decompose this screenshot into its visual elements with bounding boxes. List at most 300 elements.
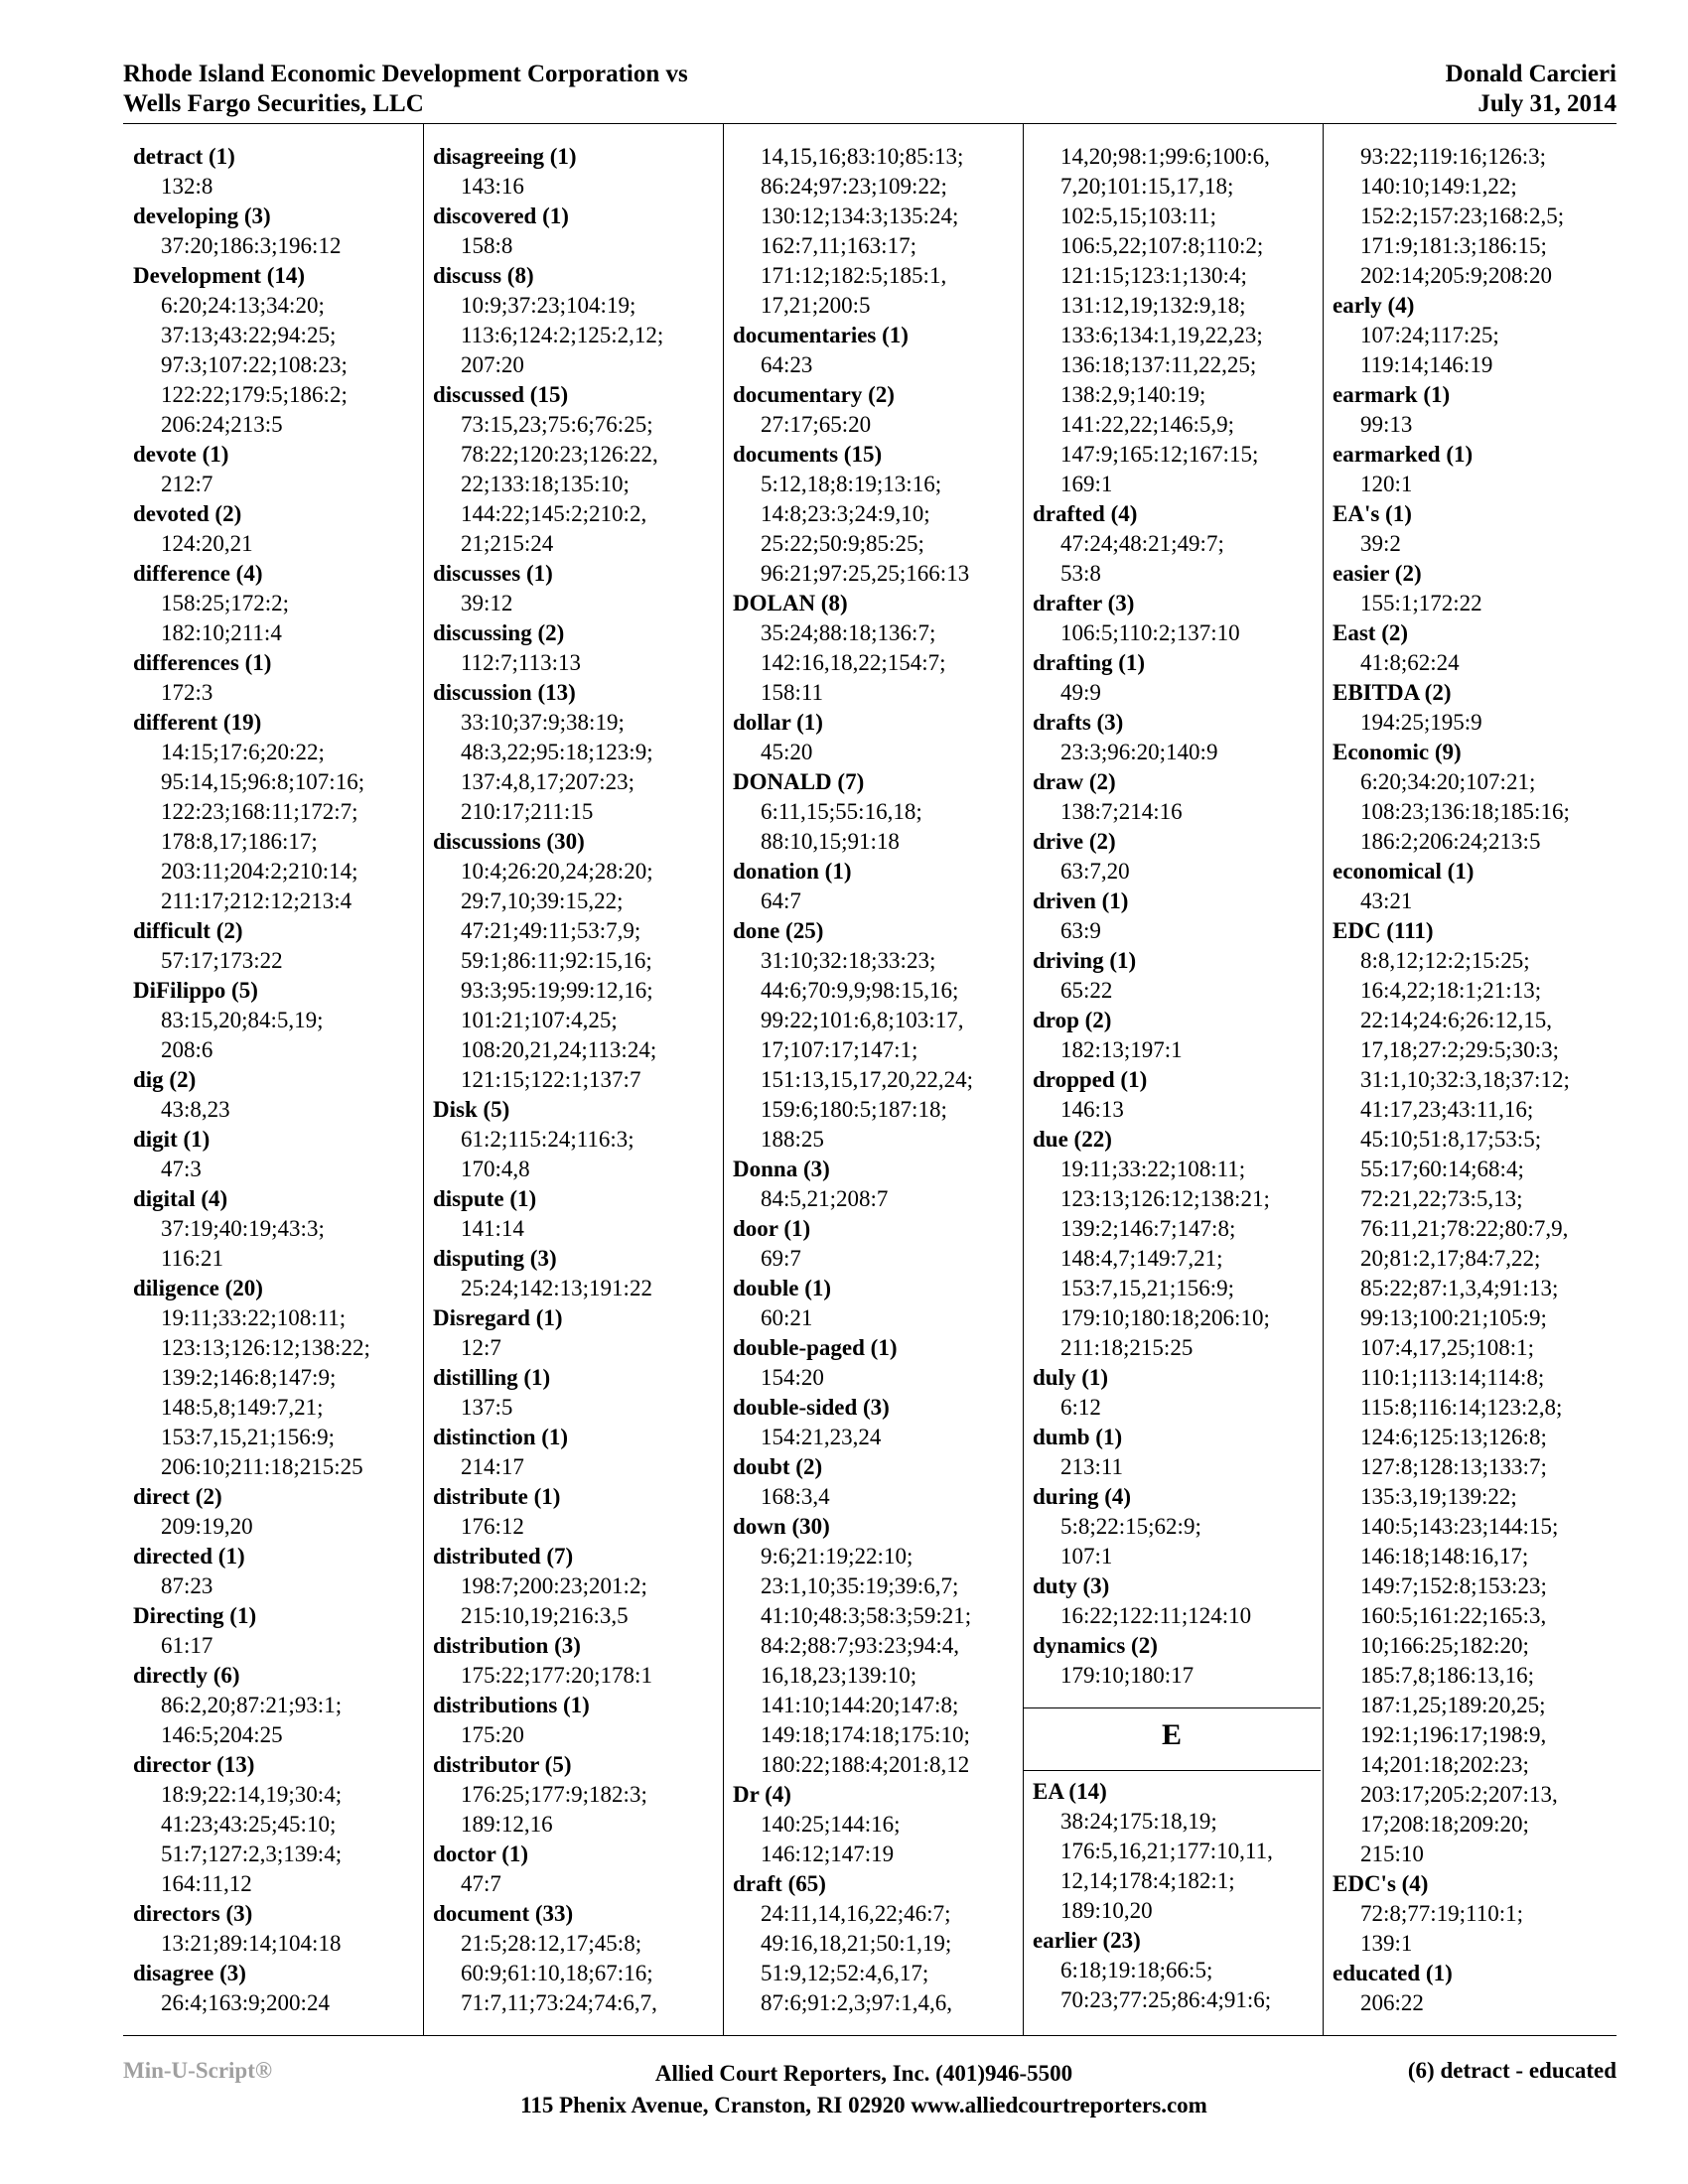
index-term: drive (2) [1033, 829, 1116, 854]
page-line-refs: 107:1 [1060, 1544, 1113, 1569]
index-entry [1033, 708, 1323, 767]
index-entry [433, 1899, 723, 2018]
index-entry [433, 1840, 723, 1899]
page-line-refs: 102:5,15;103:11; [1060, 204, 1216, 228]
index-entry [1033, 1631, 1323, 1691]
index-term: double (1) [733, 1276, 832, 1300]
index-term: dollar (1) [733, 710, 823, 735]
index-term: direct (2) [133, 1484, 222, 1509]
page-line-refs: 12:7 [461, 1335, 501, 1360]
page-line-refs: 14,15,16;83:10;85:13; [761, 144, 964, 169]
index-entry [1333, 618, 1622, 678]
page-line-refs: 39:2 [1360, 531, 1401, 556]
index-entry [433, 1631, 723, 1691]
page-line-refs: 121:15;123:1;130:4; [1060, 263, 1247, 288]
page-line-refs: 51:7;127:2,3;139:4; [161, 1842, 343, 1866]
index-entry [433, 1423, 723, 1482]
index-entry [133, 142, 423, 202]
page-line-refs: 93:3;95:19;99:12,16; [461, 978, 653, 1003]
index-entry [433, 1244, 723, 1303]
page-line-refs: 175:20 [461, 1722, 524, 1747]
index-term: Directing (1) [133, 1603, 257, 1628]
index-entry [433, 1363, 723, 1423]
index-term: documentaries (1) [733, 323, 909, 347]
page-line-refs: 60:9;61:10,18;67:16; [461, 1961, 653, 1985]
index-term: earlier (23) [1033, 1928, 1141, 1953]
index-term: doubt (2) [733, 1454, 823, 1479]
page-line-refs: 6:20;24:13;34:20; [161, 293, 325, 318]
page-line-refs: 99:22;101:6,8;103:17, [761, 1008, 964, 1032]
index-entry [433, 618, 723, 678]
index-term: EDC (111) [1333, 918, 1434, 943]
index-entry [433, 1750, 723, 1840]
index-term: discusses (1) [433, 561, 553, 586]
index-term: digital (4) [133, 1186, 228, 1211]
page-line-refs: 48:3,22;95:18;123:9; [461, 740, 653, 764]
page-line-refs: 132:8 [161, 174, 213, 199]
page-line-refs: 124:20,21 [161, 531, 253, 556]
index-term: dropped (1) [1033, 1067, 1148, 1092]
index-term: devote (1) [133, 442, 229, 467]
page-line-refs: 23:1,10;35:19;39:6,7; [761, 1573, 959, 1598]
page-line-refs: 211:18;215:25 [1060, 1335, 1194, 1360]
page-line-refs: 95:14,15;96:8;107:16; [161, 769, 365, 794]
page-line-refs: 18:9;22:14,19;30:4; [161, 1782, 343, 1807]
page-line-refs: 141:10;144:20;147:8; [761, 1693, 959, 1717]
page-line-refs: 47:24;48:21;49:7; [1060, 531, 1224, 556]
index-entry [733, 1869, 1023, 2018]
index-term: drafting (1) [1033, 650, 1146, 675]
page-line-refs: 45:20 [761, 740, 813, 764]
page-line-refs: 17,18;27:2;29:5;30:3; [1360, 1037, 1559, 1062]
index-term: difficult (2) [133, 918, 243, 943]
index-entry [433, 827, 723, 1095]
page-line-refs: 10:4;26:20,24;28:20; [461, 859, 653, 884]
index-entry [1033, 827, 1323, 887]
index-entry [133, 1482, 423, 1542]
page-line-refs: 19:11;33:22;108:11; [1060, 1157, 1246, 1181]
page-line-refs: 178:8,17;186:17; [161, 829, 318, 854]
page-line-refs: 96:21;97:25,25;166:13 [761, 561, 970, 586]
page-line-refs: 176:12 [461, 1514, 524, 1539]
page-line-refs: 99:13;100:21;105:9; [1360, 1305, 1547, 1330]
case-caption-line-1: Rhode Island Economic Development Corporation vs [123, 61, 688, 87]
page-line-refs: 108:20,21,24;113:24; [461, 1037, 657, 1062]
page-line-refs: 59:1;86:11;92:15,16; [461, 948, 652, 973]
page-line-refs: 87:23 [161, 1573, 213, 1598]
index-entry [133, 708, 423, 916]
index-term: doctor (1) [433, 1842, 529, 1866]
page-line-refs: 84:5,21;208:7 [761, 1186, 889, 1211]
page-line-refs: 127:8;128:13;133:7; [1360, 1454, 1547, 1479]
page-line-refs: 10;166:25;182:20; [1360, 1633, 1529, 1658]
index-entry [1333, 499, 1622, 559]
page-line-refs: 206:22 [1360, 1990, 1424, 2015]
page-line-refs: 152:2;157:23;168:2,5; [1360, 204, 1565, 228]
footer-rule [123, 2035, 1617, 2036]
page-line-refs: 194:25;195:9 [1360, 710, 1482, 735]
index-entry [1033, 767, 1323, 827]
page-line-refs: 20;81:2,17;84:7,22; [1360, 1246, 1541, 1271]
index-entry [433, 1184, 723, 1244]
page-line-refs: 49:9 [1060, 680, 1101, 705]
index-entry [1033, 1125, 1323, 1363]
index-entry [433, 1482, 723, 1542]
index-term: developing (3) [133, 204, 271, 228]
section-letter-e: E [1161, 1718, 1182, 1751]
index-term: due (22) [1033, 1127, 1112, 1152]
index-term: economical (1) [1333, 859, 1475, 884]
page-line-refs: 176:5,16,21;177:10,11, [1060, 1839, 1273, 1863]
page-line-refs: 51:9,12;52:4,6,17; [761, 1961, 929, 1985]
page-line-refs: 154:20 [761, 1365, 824, 1390]
index-entry [433, 678, 723, 827]
page-line-refs: 47:3 [161, 1157, 202, 1181]
page-line-refs: 8:8,12;12:2;15:25; [1360, 948, 1530, 973]
footer-reporter [377, 2058, 1350, 2121]
page-line-refs: 130:12;134:3;135:24; [761, 204, 959, 228]
page-line-refs: 203:11;204:2;210:14; [161, 859, 358, 884]
index-term: dumb (1) [1033, 1425, 1123, 1449]
page-line-refs: 215:10 [1360, 1842, 1424, 1866]
index-term: easier (2) [1333, 561, 1422, 586]
page-line-refs: 189:10,20 [1060, 1898, 1153, 1923]
page-line-refs: 148:5,8;149:7,21; [161, 1395, 324, 1420]
index-entry [1333, 559, 1622, 618]
page-line-refs: 140:10;149:1,22; [1360, 174, 1517, 199]
page-line-refs: 72:8;77:19;110:1; [1360, 1901, 1523, 1926]
page-line-refs: 14:8;23:3;24:9,10; [761, 501, 930, 526]
index-term: discuss (8) [433, 263, 534, 288]
page-line-refs: 45:10;51:8,17;53:5; [1360, 1127, 1542, 1152]
page-line-refs: 136:18;137:11,22,25; [1060, 352, 1257, 377]
page-line-refs: 182:13;197:1 [1060, 1037, 1183, 1062]
index-entry [1033, 1571, 1323, 1631]
index-term: DONALD (7) [733, 769, 865, 794]
index-term: document (33) [433, 1901, 574, 1926]
page-line-refs: 106:5,22;107:8;110:2; [1060, 233, 1264, 258]
index-column-5 [1333, 142, 1622, 2018]
page-line-refs: 137:5 [461, 1395, 513, 1420]
page-line-refs: 131:12,19;132:9,18; [1060, 293, 1246, 318]
page-line-refs: 203:17;205:2;207:13, [1360, 1782, 1558, 1807]
page-line-refs: 97:3;107:22;108:23; [161, 352, 348, 377]
index-term: Development (14) [133, 263, 306, 288]
page-line-refs: 53:8 [1060, 561, 1101, 586]
page-line-refs: 7,20;101:15,17,18; [1060, 174, 1234, 199]
index-entry [133, 202, 423, 261]
page-line-refs: 138:7;214:16 [1060, 799, 1183, 824]
page-line-refs: 153:7,15,21;156:9; [161, 1425, 336, 1449]
page-line-refs: 47:7 [461, 1871, 501, 1896]
index-entry [733, 321, 1023, 380]
page-line-refs: 14:15;17:6;20:22; [161, 740, 325, 764]
index-term: distribution (3) [433, 1633, 581, 1658]
index-entry [433, 1542, 723, 1631]
page-line-refs: 37:19;40:19;43:3; [161, 1216, 325, 1241]
index-term: directly (6) [133, 1663, 240, 1688]
index-entry [1033, 1363, 1323, 1423]
index-term: early (4) [1333, 293, 1415, 318]
page-line-refs: 21:5;28:12,17;45:8; [461, 1931, 642, 1956]
page-line-refs: 160:5;161:22;165:3, [1360, 1603, 1547, 1628]
index-term: duty (3) [1033, 1573, 1110, 1598]
page-line-refs: 179:10;180:18;206:10; [1060, 1305, 1270, 1330]
index-entry [1033, 1006, 1323, 1065]
page-line-refs: 63:7,20 [1060, 859, 1130, 884]
page-line-refs: 135:3,19;139:22; [1360, 1484, 1517, 1509]
index-entry [733, 1452, 1023, 1512]
page-line-refs: 154:21,23,24 [761, 1425, 882, 1449]
page-line-refs: 176:25;177:9;182:3; [461, 1782, 647, 1807]
section-e-entries [1033, 1777, 1323, 2015]
page-line-refs: 151:13,15,17,20,22,24; [761, 1067, 974, 1092]
page-line-refs: 87:6;91:2,3;97:1,4,6, [761, 1990, 952, 2015]
index-entry [133, 648, 423, 708]
page-line-refs: 206:24;213:5 [161, 412, 283, 437]
index-term: disagree (3) [133, 1961, 246, 1985]
page-line-refs: 172:3 [161, 680, 213, 705]
page-line-refs: 139:1 [1360, 1931, 1413, 1956]
index-term: driving (1) [1033, 948, 1137, 973]
page-line-refs: 141:14 [461, 1216, 524, 1241]
index-entry [133, 559, 423, 648]
page-line-refs: 140:5;143:23;144:15; [1360, 1514, 1559, 1539]
page-line-refs: 141:22,22;146:5,9; [1060, 412, 1235, 437]
page-line-refs: 25:22;50:9;85:25; [761, 531, 924, 556]
page-line-refs: 22;133:18;135:10; [461, 472, 630, 496]
page-line-refs: 37:13;43:22;94:25; [161, 323, 337, 347]
page-line-refs: 76:11,21;78:22;80:7,9, [1360, 1216, 1569, 1241]
page-line-refs: 188:25 [761, 1127, 824, 1152]
deponent-info [1446, 60, 1617, 119]
page-line-refs: 146:13 [1060, 1097, 1124, 1122]
index-entry [1333, 857, 1622, 916]
page-line-refs: 144:22;145:2;210:2, [461, 501, 647, 526]
page-line-refs: 138:2,9;140:19; [1060, 382, 1206, 407]
page-line-refs: 17;107:17;147:1; [761, 1037, 918, 1062]
page-line-refs: 212:7 [161, 472, 213, 496]
index-term: discussing (2) [433, 620, 565, 645]
page-line-refs: 29:7,10;39:15,22; [461, 888, 624, 913]
index-entry [1333, 142, 1622, 291]
index-entry [733, 440, 1023, 589]
deposition-date: July 31, 2014 [1477, 90, 1617, 117]
page-line-refs: 49:16,18,21;50:1,19; [761, 1931, 952, 1956]
page-line-refs: 41:23;43:25;45:10; [161, 1812, 337, 1837]
page-line-refs: 142:16,18,22;154:7; [761, 650, 946, 675]
page-line-refs: 121:15;122:1;137:7 [461, 1067, 641, 1092]
page-line-refs: 41:8;62:24 [1360, 650, 1460, 675]
page-line-refs: 22:14;24:6;26:12,15, [1360, 1008, 1552, 1032]
index-term: earmarked (1) [1333, 442, 1474, 467]
page-line-refs: 39:12 [461, 591, 513, 615]
page-line-refs: 133:6;134:1,19,22,23; [1060, 323, 1263, 347]
page-line-refs: 123:13;126:12;138:21; [1060, 1186, 1270, 1211]
page-line-refs: 164:11,12 [161, 1871, 252, 1896]
page-line-refs: 78:22;120:23;126:22, [461, 442, 658, 467]
page-line-refs: 146:12;147:19 [761, 1842, 895, 1866]
index-term: drafted (4) [1033, 501, 1138, 526]
index-entry [433, 1691, 723, 1750]
page-line-refs: 186:2;206:24;213:5 [1360, 829, 1541, 854]
footer-reporter-line-1: Allied Court Reporters, Inc. (401)946-5500 [654, 2061, 1073, 2086]
page-line-refs: 171:9;181:3;186:15; [1360, 233, 1547, 258]
page-line-refs: 108:23;136:18;185:16; [1360, 799, 1570, 824]
index-entry [133, 1542, 423, 1601]
page-line-refs: 169:1 [1060, 472, 1113, 496]
index-term: EDC's (4) [1333, 1871, 1429, 1896]
index-entry [1033, 589, 1323, 648]
index-entry [1333, 738, 1622, 857]
page-line-refs: 25:24;142:13;191:22 [461, 1276, 652, 1300]
page-line-refs: 16,18,23;139:10; [761, 1663, 917, 1688]
page-line-refs: 86:24;97:23;109:22; [761, 174, 947, 199]
index-term: director (13) [133, 1752, 255, 1777]
header-rule [123, 123, 1617, 124]
index-entry [133, 499, 423, 559]
index-term: double-paged (1) [733, 1335, 898, 1360]
index-term: Donna (3) [733, 1157, 830, 1181]
index-term: Disk (5) [433, 1097, 510, 1122]
page-line-refs: 137:4,8,17;207:23; [461, 769, 635, 794]
page-line-refs: 70:23;77:25;86:4;91:6; [1060, 1987, 1272, 2012]
page-line-refs: 41:10;48:3;58:3;59:21; [761, 1603, 972, 1628]
page-line-refs: 198:7;200:23;201:2; [461, 1573, 647, 1598]
index-term: dispute (1) [433, 1186, 537, 1211]
page-line-refs: 44:6;70:9,9;98:15,16; [761, 978, 959, 1003]
index-term: diligence (20) [133, 1276, 263, 1300]
page-line-refs: 158:11 [761, 680, 824, 705]
index-term: dig (2) [133, 1067, 197, 1092]
index-entry [433, 1303, 723, 1363]
index-entry [133, 916, 423, 976]
page-line-refs: 140:25;144:16; [761, 1812, 901, 1837]
index-term: draw (2) [1033, 769, 1116, 794]
page-line-refs: 84:2;88:7;93:23;94:4, [761, 1633, 959, 1658]
page-line-refs: 115:8;116:14;123:2,8; [1360, 1395, 1563, 1420]
page-line-refs: 31:1,10;32:3,18;37:12; [1360, 1067, 1570, 1092]
page-line-refs: 12,14;178:4;182:1; [1060, 1868, 1235, 1893]
page-line-refs: 23:3;96:20;140:9 [1060, 740, 1218, 764]
index-term: distilling (1) [433, 1365, 551, 1390]
index-term: duly (1) [1033, 1365, 1109, 1390]
page-line-refs: 27:17;65:20 [761, 412, 872, 437]
index-entry [733, 1512, 1023, 1780]
index-entry [1033, 1482, 1323, 1571]
index-term: Disregard (1) [433, 1305, 563, 1330]
index-term: drafts (3) [1033, 710, 1124, 735]
page-line-refs: 149:7;152:8;153:23; [1360, 1573, 1547, 1598]
index-entry [733, 1155, 1023, 1214]
index-term: Economic (9) [1333, 740, 1462, 764]
page-line-refs: 112:7;113:13 [461, 650, 581, 675]
page-line-refs: 159:6;180:5;187:18; [761, 1097, 947, 1122]
page-line-refs: 187:1,25;189:20,25; [1360, 1693, 1546, 1717]
index-term: distributions (1) [433, 1693, 590, 1717]
page-line-refs: 175:22;177:20;178:1 [461, 1663, 652, 1688]
page-line-refs: 168:3,4 [761, 1484, 830, 1509]
page-line-refs: 64:7 [761, 888, 801, 913]
index-entry [1333, 1869, 1622, 1959]
index-term: detract (1) [133, 144, 235, 169]
footer-reporter-line-2: 115 Phenix Avenue, Cranston, RI 02920 www.alliedcourtreporters.com [520, 2093, 1207, 2117]
index-entry [1033, 499, 1323, 589]
index-entry [133, 261, 423, 440]
index-term: documents (15) [733, 442, 883, 467]
page-line-refs: 14;201:18;202:23; [1360, 1752, 1529, 1777]
index-term: DiFilippo (5) [133, 978, 258, 1003]
index-term: digit (1) [133, 1127, 211, 1152]
page-line-refs: 210:17;211:15 [461, 799, 594, 824]
page-line-refs: 192:1;196:17;198:9, [1360, 1722, 1547, 1747]
page-line-refs: 213:11 [1060, 1454, 1124, 1479]
index-term: difference (4) [133, 561, 263, 586]
page-line-refs: 162:7,11;163:17; [761, 233, 916, 258]
index-term: different (19) [133, 710, 262, 735]
index-entry [733, 857, 1023, 916]
index-entry [1333, 380, 1622, 440]
page-line-refs: 64:23 [761, 352, 813, 377]
page-line-refs: 146:5;204:25 [161, 1722, 283, 1747]
index-entry [133, 1184, 423, 1274]
page-line-refs: 148:4,7;149:7,21; [1060, 1246, 1223, 1271]
index-term: down (30) [733, 1514, 830, 1539]
page-line-refs: 170:4,8 [461, 1157, 530, 1181]
page-line-refs: 72:21,22;73:5,13; [1360, 1186, 1523, 1211]
page-line-refs: 43:21 [1360, 888, 1413, 913]
page-line-refs: 37:20;186:3;196:12 [161, 233, 342, 258]
index-column-4 [1033, 142, 1323, 1691]
page-line-refs: 120:1 [1360, 472, 1413, 496]
page-line-refs: 60:21 [761, 1305, 813, 1330]
page-line-refs: 26:4;163:9;200:24 [161, 1990, 330, 2015]
page-line-refs: 71:7,11;73:24;74:6,7, [461, 1990, 657, 2015]
index-entry [433, 559, 723, 618]
page-line-refs: 38:24;175:18,19; [1060, 1809, 1217, 1834]
index-entry [733, 1393, 1023, 1452]
page-line-refs: 88:10,15;91:18 [761, 829, 900, 854]
page-line-refs: 155:1;172:22 [1360, 591, 1482, 615]
index-term: driven (1) [1033, 888, 1129, 913]
page-line-refs: 5:8;22:15;62:9; [1060, 1514, 1201, 1539]
page-line-refs: 107:24;117:25; [1360, 323, 1499, 347]
index-term: distribute (1) [433, 1484, 561, 1509]
page-line-refs: 86:2,20;87:21;93:1; [161, 1693, 343, 1717]
page-line-refs: 31:10;32:18;33:23; [761, 948, 936, 973]
index-entry [133, 1065, 423, 1125]
index-term: East (2) [1333, 620, 1409, 645]
page-line-refs: 139:2;146:7;147:8; [1060, 1216, 1236, 1241]
index-entry [1333, 916, 1622, 1869]
page-line-refs: 206:10;211:18;215:25 [161, 1454, 363, 1479]
index-term: devoted (2) [133, 501, 242, 526]
index-term: DOLAN (8) [733, 591, 848, 615]
page-line-refs: 6:20;34:20;107:21; [1360, 769, 1536, 794]
page-line-refs: 153:7,15,21;156:9; [1060, 1276, 1235, 1300]
page-line-refs: 14,20;98:1;99:6;100:6, [1060, 144, 1270, 169]
page-line-refs: 107:4,17,25;108:1; [1360, 1335, 1535, 1360]
page-line-refs: 171:12;182:5;185:1, [761, 263, 947, 288]
page-line-refs: 119:14;146:19 [1360, 352, 1493, 377]
page-line-refs: 13:21;89:14;104:18 [161, 1931, 342, 1956]
index-entry [133, 1661, 423, 1750]
index-entry [1033, 1065, 1323, 1125]
page-line-refs: 6:11,15;55:16,18; [761, 799, 922, 824]
page-line-refs: 143:16 [461, 174, 524, 199]
page-line-refs: 214:17 [461, 1454, 524, 1479]
index-entry [733, 380, 1023, 440]
